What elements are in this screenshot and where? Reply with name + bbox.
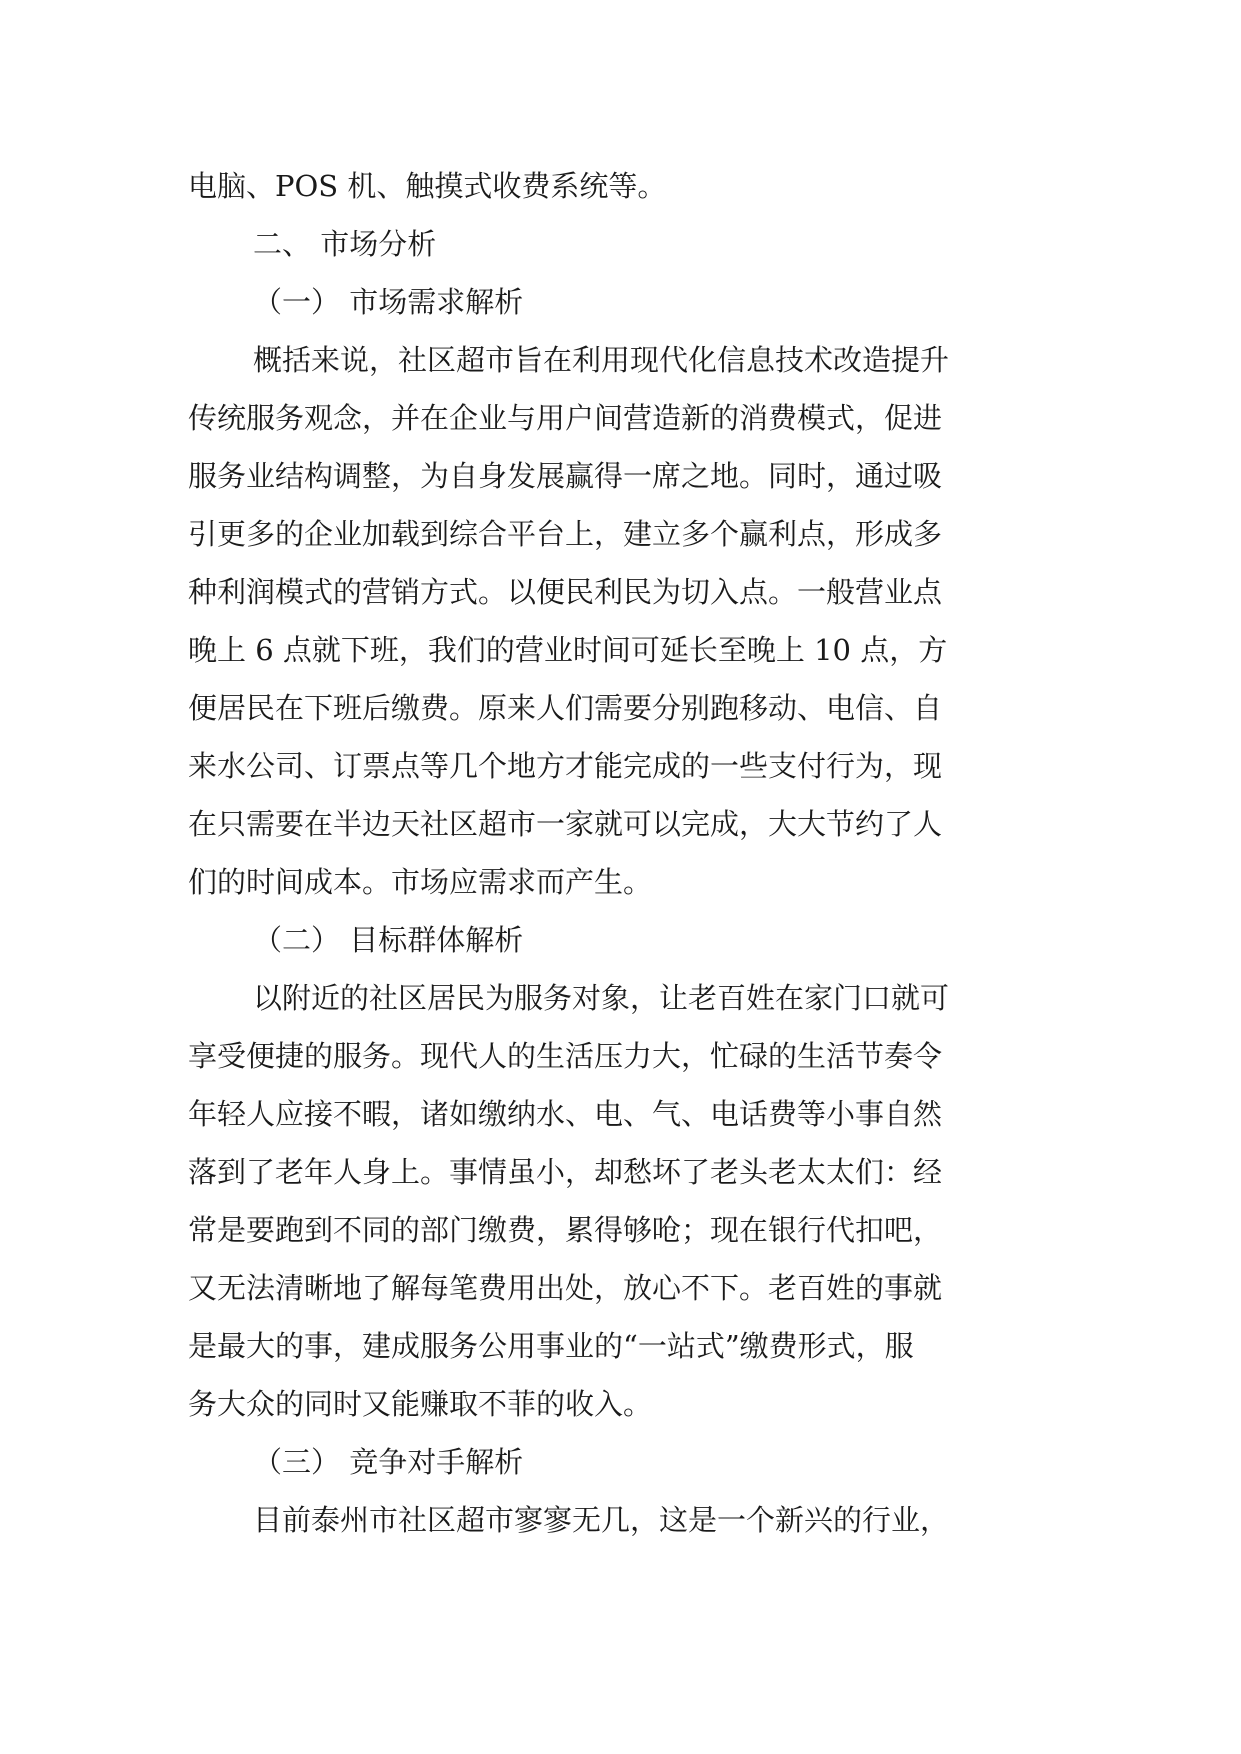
text-line: 落到了老年人身上。事情虽小，却愁坏了老头老太太们：经 [188, 1155, 943, 1189]
text-line: 电脑、POS 机、触摸式收费系统等。 [188, 169, 667, 203]
text-line: 来水公司、订票点等几个地方才能完成的一些支付行为，现 [188, 749, 943, 783]
text-line: 享受便捷的服务。现代人的生活压力大，忙碌的生活节奏令 [188, 1039, 943, 1073]
text-line: 传统服务观念，并在企业与用户间营造新的消费模式，促进 [188, 401, 943, 435]
text-line: 便居民在下班后缴费。原来人们需要分别跑移动、电信、自 [188, 691, 943, 725]
subsection-heading: （一） 市场需求解析 [253, 285, 524, 319]
text-line: 是最大的事，建成服务公用事业的“一站式”缴费形式，服 [188, 1329, 914, 1363]
text-line: 又无法清晰地了解每笔费用出处，放心不下。老百姓的事就 [188, 1271, 943, 1305]
text-line: 种利润模式的营销方式。以便民利民为切入点。一般营业点 [188, 575, 943, 609]
text-line: 服务业结构调整，为自身发展赢得一席之地。同时，通过吸 [188, 459, 943, 493]
text-line: 年轻人应接不暇，诸如缴纳水、电、气、电话费等小事自然 [188, 1097, 943, 1131]
text-line: 们的时间成本。市场应需求而产生。 [188, 865, 653, 899]
text-line: 务大众的同时又能赚取不菲的收入。 [188, 1387, 653, 1421]
subsection-heading: （三） 竞争对手解析 [253, 1445, 524, 1479]
text-line: 引更多的企业加载到综合平台上，建立多个赢利点，形成多 [188, 517, 943, 551]
section-heading: 二、 市场分析 [253, 227, 437, 261]
text-line: 以附近的社区居民为服务对象，让老百姓在家门口就可 [253, 981, 950, 1015]
text-line: 目前泰州市社区超市寥寥无几，这是一个新兴的行业， [253, 1503, 950, 1537]
text-line: 在只需要在半边天社区超市一家就可以完成，大大节约了人 [188, 807, 943, 841]
text-line: 常是要跑到不同的部门缴费，累得够呛；现在银行代扣吧， [188, 1213, 943, 1247]
subsection-heading: （二） 目标群体解析 [253, 923, 524, 957]
text-line: 概括来说，社区超市旨在利用现代化信息技术改造提升 [253, 343, 950, 377]
text-line: 晚上 6 点就下班，我们的营业时间可延长至晚上 10 点，方 [188, 633, 948, 667]
